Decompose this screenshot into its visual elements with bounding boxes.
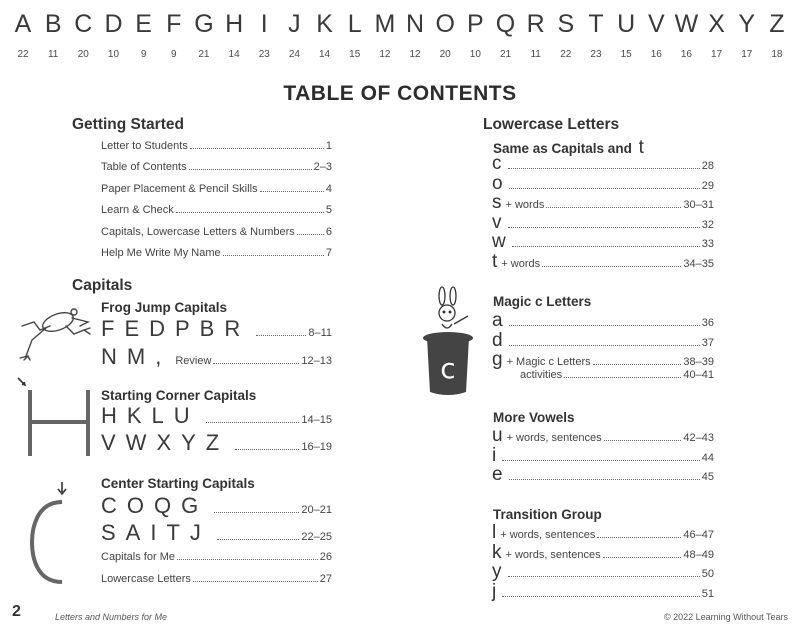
entry-page: 16–19 [301,441,332,453]
alphabet-letter: D [104,10,123,38]
entry-page: 34–35 [683,258,714,270]
lowercase-letter: w [492,231,506,253]
entry-label: + words, sentences [500,529,596,541]
lowercase-letter: s [492,192,502,214]
alphabet-cell [279,10,309,60]
toc-entry [101,344,332,370]
lowercase-letter: i [492,444,497,466]
copyright: © 2022 Learning Without Tears [663,612,788,622]
t-glyph: t [638,137,644,158]
lowercase-letter: j [492,580,497,602]
alphabet-cell [551,10,581,60]
dot-leader [214,511,299,513]
toc-entry [101,140,332,152]
toc-entry [101,403,332,429]
alphabet-cell [98,10,128,60]
alphabet-cell [219,10,249,60]
lowercase-letter: v [492,211,502,233]
lowercase-letter: u [492,425,503,446]
alphabet-cell [491,10,521,60]
alphabet-cell [249,10,279,60]
alphabet-letter: S [557,10,575,38]
transition-group-heading: Transition Group [493,507,602,522]
alphabet-cell [129,10,159,60]
alphabet-cell [310,10,340,60]
frog-jump-heading: Frog Jump Capitals [101,300,228,315]
entry-page: 28 [701,160,714,172]
alphabet-letter: P [467,10,484,38]
entry-page: 22–25 [301,531,332,543]
entry-label: Paper Placement & Pencil Skills [101,182,258,195]
dot-leader [235,448,299,450]
magic-c-heading: Magic c Letters [493,294,592,309]
capital-letters: COQG [101,493,209,518]
lowercase-letter: g [492,349,503,371]
alphabet-letter: F [166,10,182,38]
lowercase-letter: t [492,251,498,272]
dot-leader [206,421,300,423]
alphabet-count: 23 [590,49,602,60]
toc-entry [101,204,332,216]
entry-page: 50 [701,568,714,581]
entry-label: + words, sentences [506,432,602,444]
starting-corner-heading: Starting Corner Capitals [101,388,257,403]
lowercase-letter: l [492,522,497,543]
c-stroke-icon [24,480,74,590]
alphabet-count: 10 [469,49,481,60]
toc-entry [101,161,332,173]
lowercase-entry [492,464,714,486]
alphabet-cell [762,10,792,60]
dot-leader [509,324,700,326]
alphabet-cell [68,10,98,60]
more-vowels-heading: More Vowels [493,410,575,425]
alphabet-letter: U [617,10,636,38]
entry-page: 29 [701,179,714,192]
alphabet-count: 15 [620,49,632,60]
alphabet-count: 9 [171,49,177,60]
lowercase-entry [492,251,714,273]
center-starting-heading: Center Starting Capitals [101,476,255,491]
toc-entry [101,247,332,259]
entry-page: 45 [701,471,714,484]
alphabet-count: 16 [680,49,692,60]
capital-letters: SAITJ [101,520,211,545]
alphabet-count: 12 [379,49,391,60]
lowercase-letter: d [492,329,503,351]
alphabet-cell [370,10,400,60]
dot-leader [190,147,324,149]
entry-page: 12–13 [301,355,332,367]
getting-started-heading: Getting Started [72,116,184,133]
alphabet-count: 20 [439,49,451,60]
alphabet-letter: E [135,10,152,38]
alphabet-cell [641,10,671,60]
alphabet-letter: X [708,10,725,38]
alphabet-cell [159,10,189,60]
alphabet-count: 21 [499,49,512,60]
alphabet-count: 21 [198,49,210,60]
alphabet-count: 23 [258,49,270,60]
book-title: Letters and Numbers for Me [55,612,168,622]
entry-page: 42–43 [683,432,714,444]
alphabet-letter: O [435,10,455,38]
alphabet-letter: T [588,10,604,38]
dot-leader [508,575,700,577]
toc-entry [101,493,332,519]
lowercase-letter: e [492,464,503,486]
entry-page: 20–21 [301,504,332,516]
entry-page: 2–3 [313,161,332,174]
alphabet-letter: W [674,10,699,38]
alphabet-letter: Y [738,10,756,38]
toc-entry [101,183,332,195]
entry-page: 33 [701,238,714,251]
dot-leader [223,254,324,256]
dot-leader [509,187,700,189]
entry-page: 27 [319,573,332,585]
lowercase-letter: a [492,310,503,331]
dot-leader [542,265,681,267]
alphabet-count: 11 [530,49,541,60]
toc-entry [101,316,332,342]
dot-leader [509,344,700,346]
alphabet-letter: N [406,10,425,38]
dot-leader [297,233,324,235]
alphabet-count: 16 [650,49,662,60]
entry-label: Capitals, Lowercase Letters & Numbers [101,225,295,238]
entry-page: 40–41 [683,368,714,381]
entry-label: Table of Contents [101,161,187,174]
entry-page: 37 [701,336,714,349]
entry-page: 6 [325,225,332,238]
entry-page: 5 [325,204,332,217]
dot-leader [508,226,700,228]
entry-page: 44 [701,451,714,464]
alphabet-cell [460,10,490,60]
alphabet-count: 17 [711,49,723,60]
alphabet-cell [430,10,460,60]
dot-leader [512,245,700,247]
frog-icon [14,300,94,362]
alphabet-letter: M [374,10,396,38]
toc-entry [101,551,332,563]
dot-leader [546,206,681,208]
dot-leader [604,439,682,441]
alphabet-letter: G [194,10,214,38]
alphabet-letter: B [44,10,62,38]
lowercase-entry [492,369,714,381]
entry-label: Letter to Students [101,140,188,152]
alphabet-count: 24 [288,49,300,60]
same-as-capitals-label: Same as Capitals and [493,141,632,156]
alphabet-cell [732,10,762,60]
alphabet-letter: R [526,10,545,38]
entry-page: 32 [701,218,714,231]
page-number: 2 [12,603,21,620]
lowercase-letter: k [492,541,502,563]
alphabet-letter: L [347,10,362,38]
entry-page: 38–39 [683,356,714,369]
alphabet-count: 9 [140,49,147,60]
alphabet-cell [702,10,732,60]
entry-page: 51 [701,587,714,600]
entry-label: activities [520,368,563,381]
alphabet-count: 20 [77,49,89,60]
capital-letters: HKLU [101,403,200,428]
dot-leader [217,538,300,540]
alphabet-cell [340,10,370,60]
alphabet-count: 22 [17,49,29,60]
alphabet-count: 12 [409,49,421,60]
alphabet-cell [611,10,641,60]
alphabet-letter: I [260,10,268,38]
alphabet-count: 17 [741,49,753,60]
dot-leader [176,211,324,213]
hat-letter: c [440,352,456,385]
alphabet-cell [189,10,219,60]
lowercase-heading: Lowercase Letters [483,116,620,133]
capitals-heading: Capitals [72,277,133,294]
alphabet-count: 15 [349,49,361,60]
entry-page: 1 [325,140,332,152]
alphabet-letter: H [225,10,244,38]
capital-letters: VWXYZ [101,430,230,455]
lowercase-letter: o [492,172,503,194]
entry-label: + words [501,258,541,270]
alphabet-letter: C [74,10,93,38]
alphabet-strip [8,10,792,60]
h-stroke-icon [14,374,94,458]
page-title: TABLE OF CONTENTS [283,82,517,105]
alphabet-cell [400,10,430,60]
alphabet-letter: K [316,10,333,38]
dot-leader [193,580,318,582]
toc-entry [101,573,332,585]
alphabet-count: 14 [228,49,240,60]
entry-page: 30–31 [683,199,714,212]
alphabet-count: 18 [771,49,783,60]
alphabet-cell [671,10,701,60]
entry-label: + Magic c Letters [506,356,591,369]
entry-label: + words [505,199,545,212]
alphabet-cell [38,10,68,60]
dot-leader [509,478,700,480]
entry-note: Review [175,355,212,367]
lowercase-entry [492,581,714,603]
entry-label: + words, sentences [505,548,601,561]
toc-entry [101,226,332,238]
alphabet-cell [581,10,611,60]
dot-leader [177,558,318,560]
toc-entry [101,430,332,456]
dot-leader [213,362,299,364]
capital-letters: NM, [101,344,172,369]
entry-label: Capitals for Me [101,551,175,563]
entry-page: 7 [325,247,332,259]
entry-page: 26 [319,551,332,563]
alphabet-count: 10 [107,49,120,60]
entry-page: 14–15 [301,414,332,426]
dot-leader [603,556,682,558]
dot-leader [508,167,700,169]
alphabet-letter: Q [495,10,516,38]
dot-leader [597,536,681,538]
dot-leader [564,376,681,378]
alphabet-letter: Z [769,10,785,38]
toc-entry [101,520,332,546]
alphabet-letter: J [288,10,301,38]
alphabet-count: 11 [47,49,59,60]
dot-leader [189,168,312,170]
lowercase-letter: c [492,153,502,174]
alphabet-letter: A [14,10,32,38]
entry-page: 48–49 [683,548,714,561]
entry-page: 4 [325,182,332,195]
lowercase-letter: y [492,561,502,583]
alphabet-letter: V [647,10,665,38]
alphabet-cell [521,10,551,60]
entry-label: Lowercase Letters [101,573,191,585]
entry-label: Learn & Check [101,204,174,217]
entry-label: Help Me Write My Name [101,247,221,259]
bunny-hat-icon [420,286,476,398]
dot-leader [260,190,324,192]
dot-leader [256,334,306,336]
entry-page: 8–11 [308,327,332,339]
alphabet-cell [8,10,38,60]
capital-letters: FEDPBR [101,316,251,341]
alphabet-count: 14 [319,49,331,60]
entry-page: 36 [701,317,714,329]
dot-leader [502,595,700,597]
entry-page: 46–47 [683,529,714,541]
dot-leader [593,363,682,365]
alphabet-count: 22 [560,49,572,60]
dot-leader [502,459,700,461]
